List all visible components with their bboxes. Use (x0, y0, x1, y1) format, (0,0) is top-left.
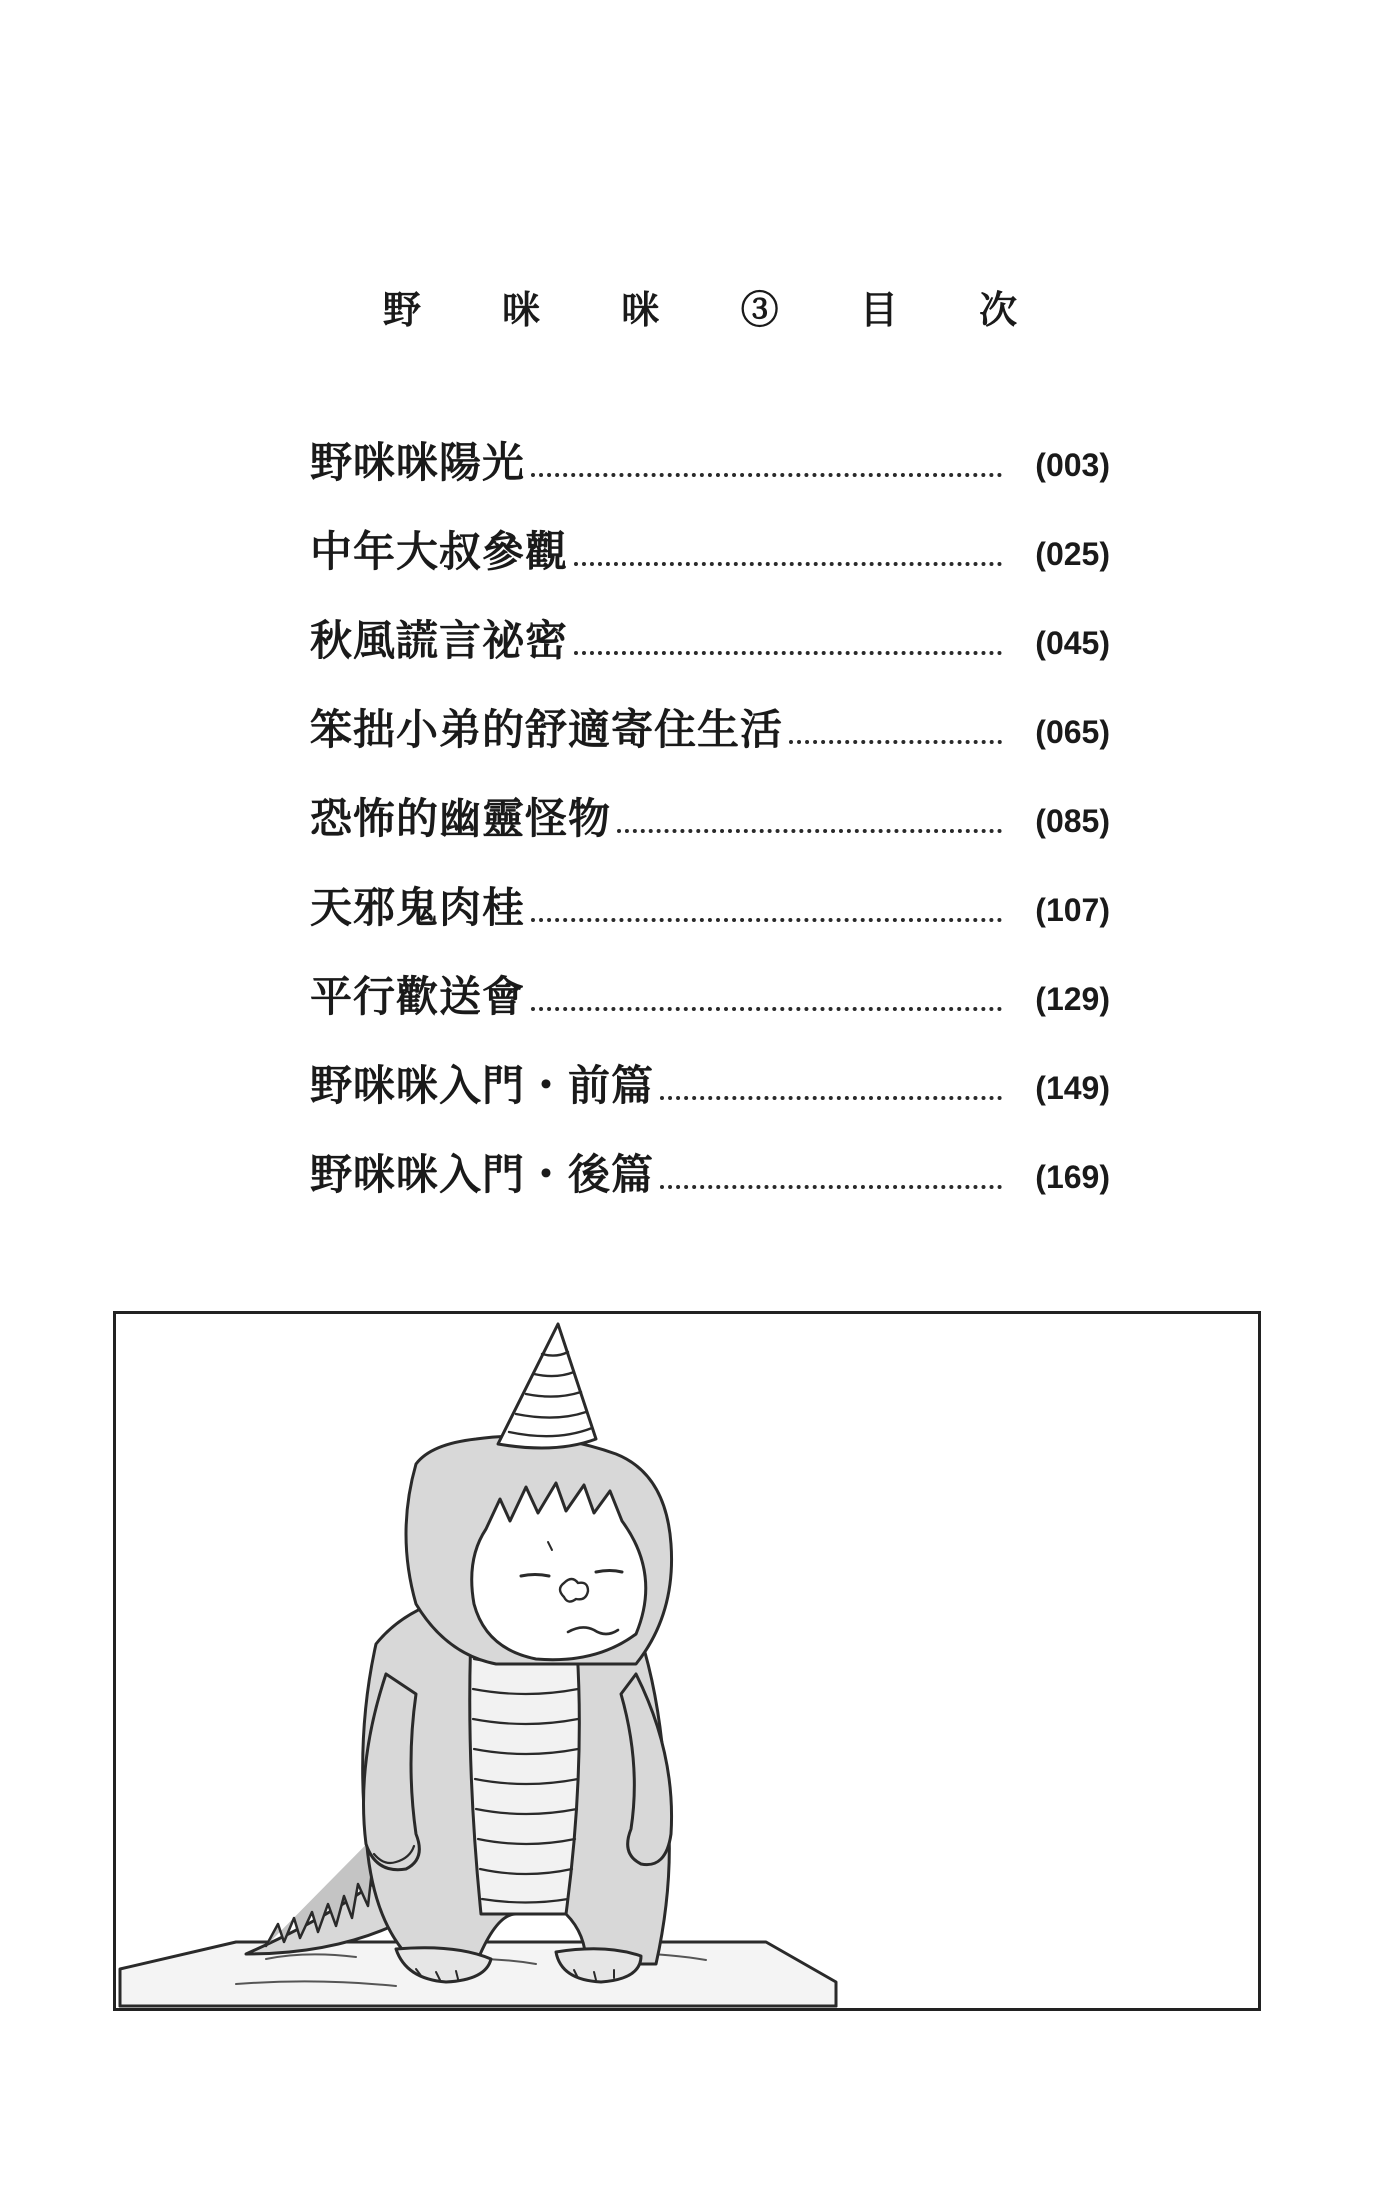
right-eye (596, 1571, 622, 1573)
toc-entry[interactable] (310, 1114, 1110, 1203)
toc-entry-title: 中年大叔參觀 (310, 527, 569, 576)
toc-entry[interactable] (310, 758, 1110, 847)
toc-entry-title: 恐怖的幽靈怪物 (310, 794, 612, 843)
toc-entry-page: (025) (1035, 536, 1110, 572)
toc-entry-title: 野咪咪入門・後篇 (310, 1150, 655, 1199)
toc-entry-page: (085) (1035, 803, 1110, 839)
toc-entry[interactable] (310, 491, 1110, 580)
dot-leader (531, 1007, 1002, 1011)
horn (498, 1324, 596, 1448)
toc-entry-page: (149) (1035, 1070, 1110, 1106)
dot-leader (660, 1185, 1002, 1189)
toc-entry-title: 天邪鬼肉桂 (310, 883, 526, 932)
toc-entry[interactable] (310, 936, 1110, 1025)
toc-entry-title: 秋風謊言祕密 (310, 616, 569, 665)
toc-entry-page: (129) (1035, 981, 1110, 1017)
dot-leader (574, 651, 1002, 655)
toc-entry-title: 野咪咪入門・前篇 (310, 1061, 655, 1110)
dot-leader (617, 829, 1002, 833)
dot-leader (789, 740, 1002, 744)
left-eye (521, 1575, 549, 1577)
dot-leader (531, 918, 1002, 922)
toc-entry-page: (003) (1035, 447, 1110, 483)
toc-list (310, 402, 1110, 1203)
toc-entry[interactable] (310, 1025, 1110, 1114)
dot-leader (574, 562, 1002, 566)
monster-costume-character-icon (116, 1314, 1258, 2008)
toc-heading: 野 咪 咪 ③ 目 次 (382, 287, 1052, 332)
toc-entry[interactable] (310, 669, 1110, 758)
dot-leader (531, 473, 1002, 477)
toc-entry[interactable] (310, 402, 1110, 491)
toc-entry-title: 野咪咪陽光 (310, 438, 526, 487)
toc-entry-page: (107) (1035, 892, 1110, 928)
toc-entry-page: (169) (1035, 1159, 1110, 1195)
toc-entry-page: (065) (1035, 714, 1110, 750)
toc-entry-page: (045) (1035, 625, 1110, 661)
dot-leader (660, 1096, 1002, 1100)
toc-entry-title: 平行歡送會 (310, 972, 526, 1021)
toc-entry[interactable] (310, 847, 1110, 936)
toc-entry[interactable] (310, 580, 1110, 669)
toc-entry-title: 笨拙小弟的舒適寄住生活 (310, 705, 784, 754)
illustration-panel (113, 1311, 1261, 2011)
